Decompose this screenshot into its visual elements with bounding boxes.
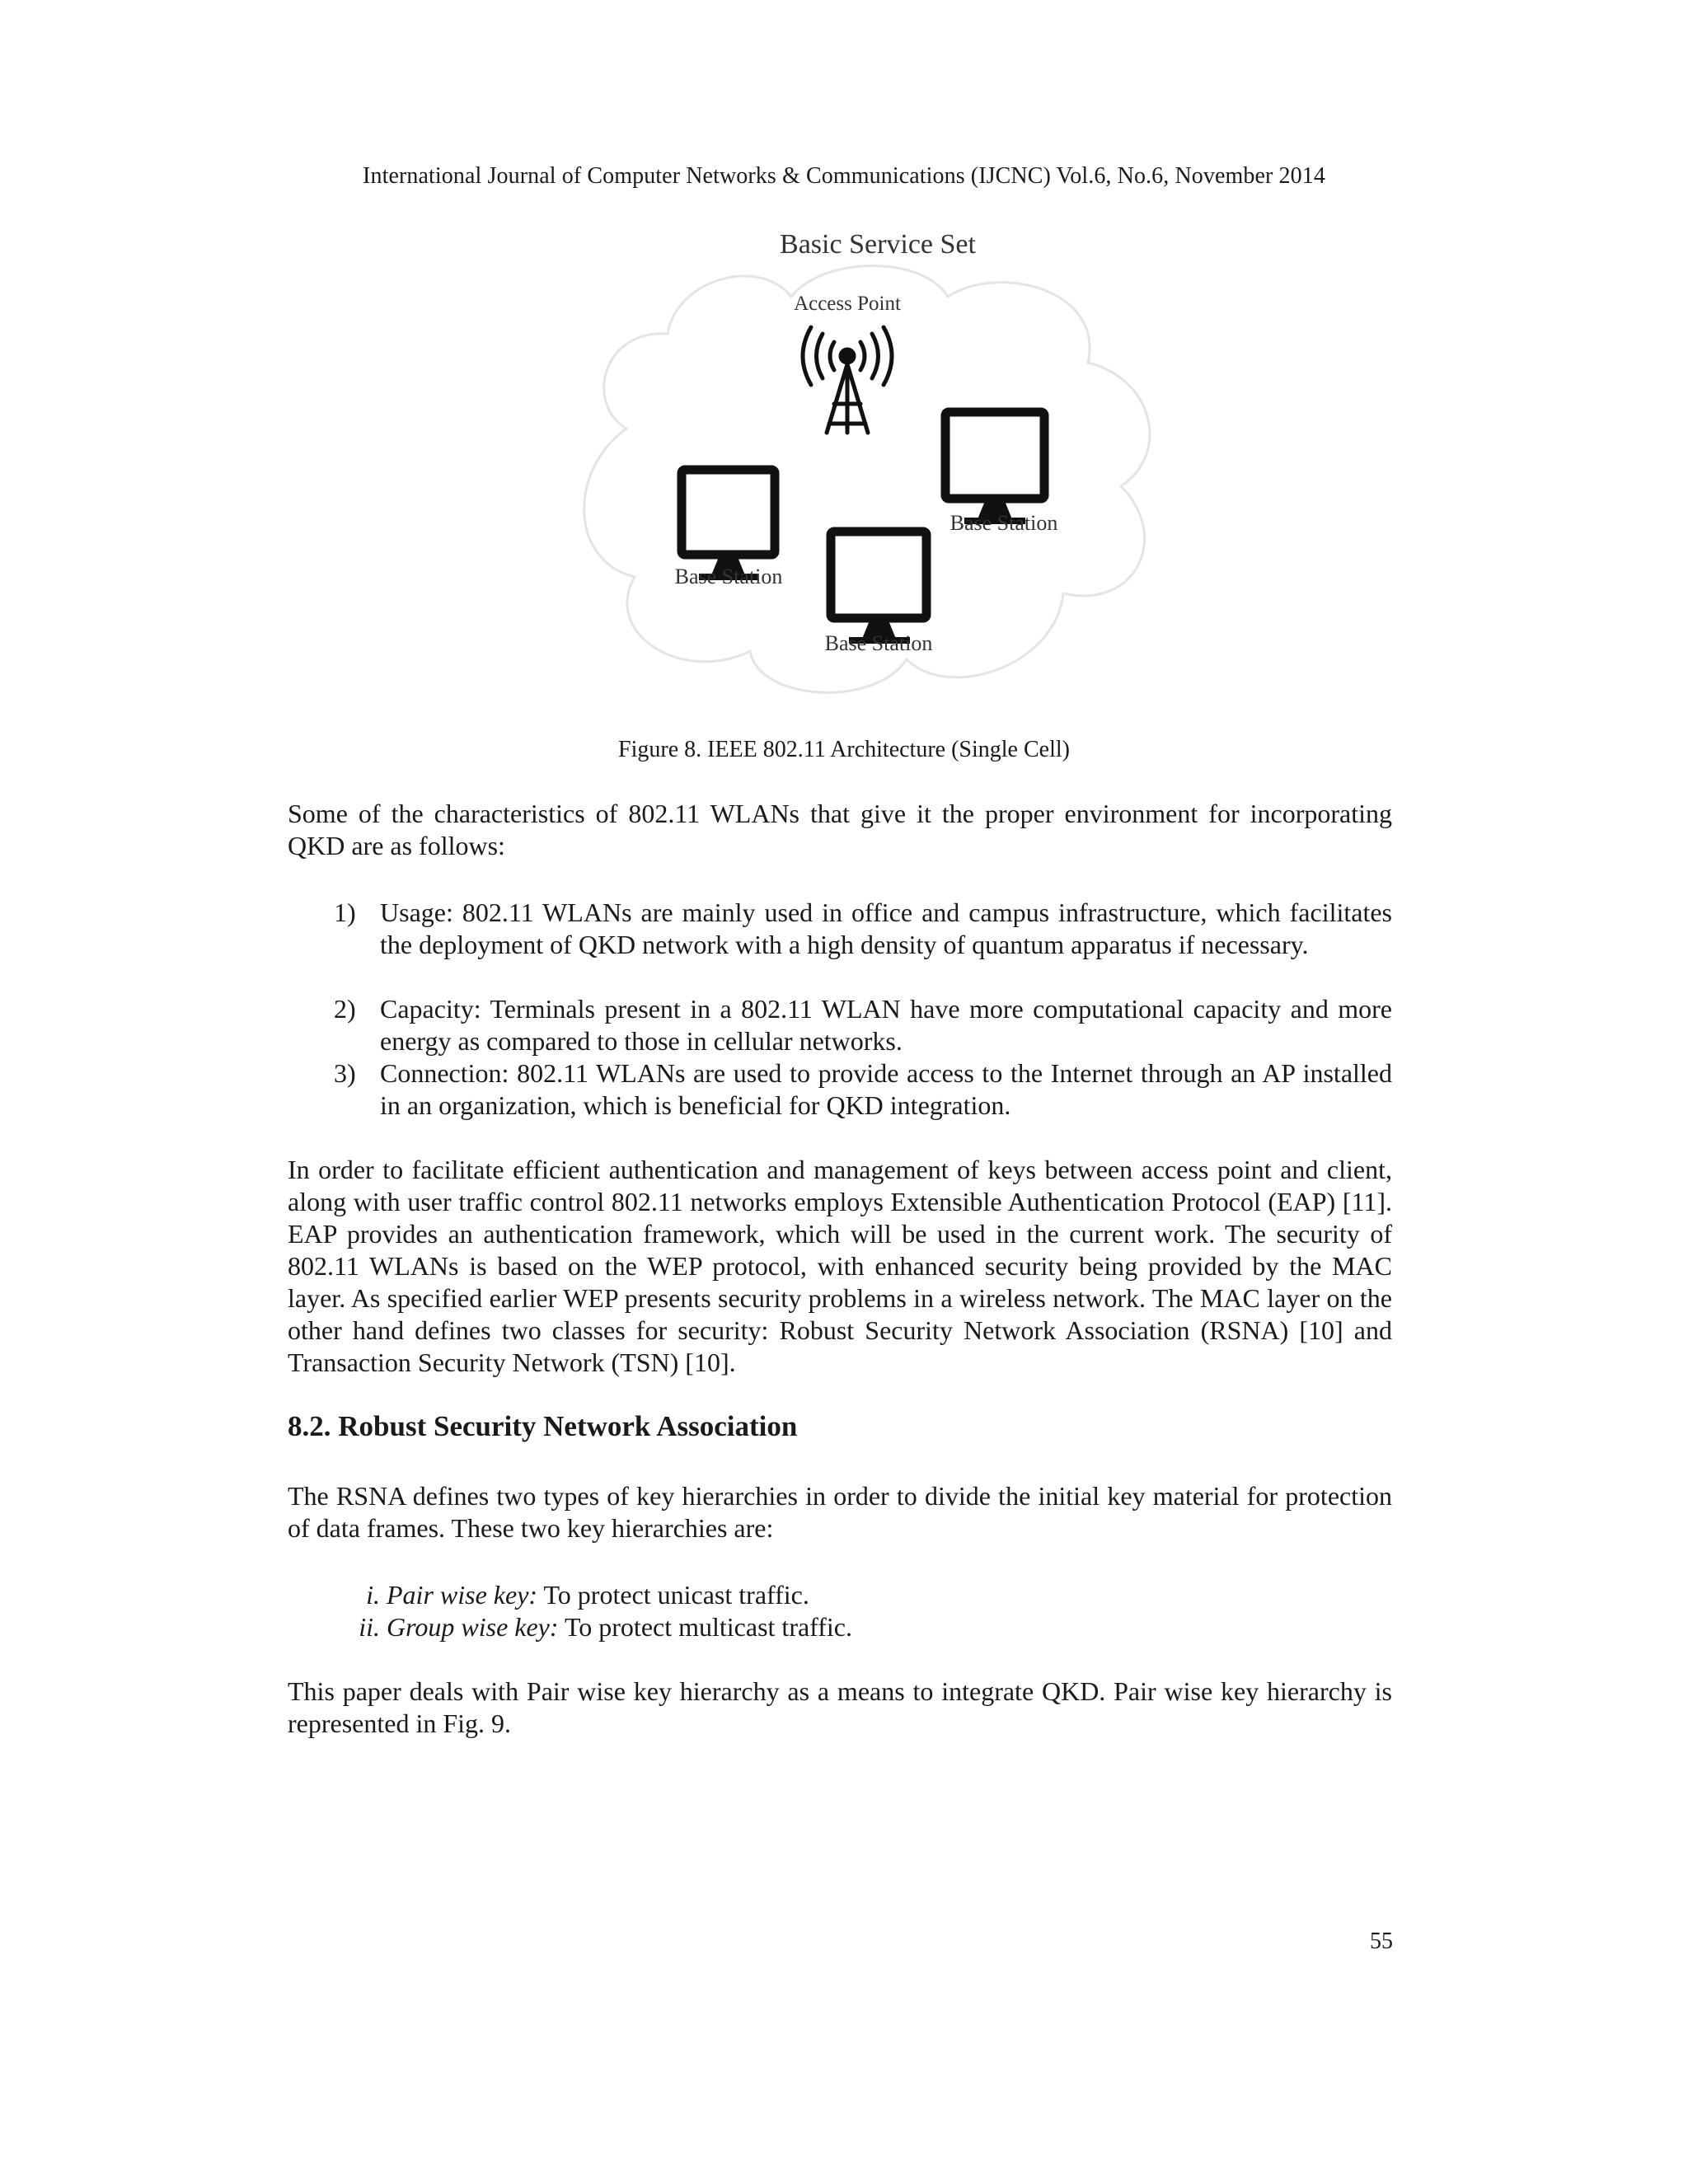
paragraph-eap: In order to facilitate efficient authentication and management of keys between access point and client, along with user traffic control 802.11 networks employs Extensible Authentication Protocol (EAP) [11]. EAP provides an authentication framework, which will be used in the current work. The security of 802.11 WLANs is based on the WEP protocol, with enhanced security being provided by the MAC layer. As specified earlier WEP presents security problems in a wireless network. The MAC layer on the other hand defines two classes for security: Robust Security Network Association (RSNA) [10] and Transaction Security Network (TSN) [10]. [288, 1155, 1392, 1377]
paragraph-intro: Some of the characteristics of 802.11 WLANs that give it the proper environment for incorporating QKD are as follows: [288, 799, 1392, 860]
roman-item-term: Pair wise key: [387, 1580, 538, 1610]
numbered-list-item [334, 897, 1392, 961]
list-item-number: 3) [334, 1058, 356, 1088]
page-number: 55 [1370, 1929, 1393, 1954]
roman-item-text: To protect unicast traffic. [537, 1580, 809, 1610]
list-item-number: 1) [334, 898, 356, 927]
figure-title: Basic Service Set [780, 229, 976, 260]
list-item-number: 2) [334, 994, 356, 1024]
station-label-right: Base Station [950, 511, 1058, 535]
paragraph-rsna: The RSNA defines two types of key hierarchies in order to divide the initial key material for protection of data frames. These two key hierarchies are: [288, 1481, 1392, 1543]
roman-list-item [334, 1579, 809, 1611]
station-label-left: Base Station [674, 565, 783, 588]
figure-bss-diagram [577, 223, 1170, 717]
numbered-list-item [334, 1057, 1392, 1122]
paragraph-final: This paper deals with Pair wise key hierarchy as a means to integrate QKD. Pair wise key hierarchy is represented in Fig. 9. [288, 1676, 1392, 1738]
list-item-text: Usage: 802.11 WLANs are mainly used in office and campus infrastructure, which facilitates the deployment of QKD network with a high density of quantum apparatus if necessary. [380, 898, 1392, 959]
bss-diagram-svg [577, 223, 1170, 717]
list-item-text: Capacity: Terminals present in a 802.11 WLAN have more computational capacity and more energy as compared to those in cellular networks. [380, 994, 1392, 1056]
list-item-text: Connection: 802.11 WLANs are used to provide access to the Internet through an AP installed in an organization, which is beneficial for QKD integration. [380, 1058, 1392, 1120]
access-point-label: Access Point [794, 293, 901, 315]
running-header: International Journal of Computer Networks & Communications (IJCNC) Vol.6, No.6, November 2014 [363, 163, 1325, 189]
section-heading: 8.2. Robust Security Network Association [288, 1410, 798, 1442]
roman-numeral: i. [366, 1580, 380, 1610]
roman-item-text: To protect multicast traffic. [558, 1612, 852, 1642]
station-label-bottom: Base Station [824, 631, 933, 655]
roman-item-term: Group wise key: [387, 1612, 559, 1642]
roman-list-item [334, 1611, 852, 1643]
roman-numeral: ii. [359, 1612, 380, 1642]
numbered-list-item [334, 993, 1392, 1057]
figure-caption: Figure 8. IEEE 802.11 Architecture (Single Cell) [618, 737, 1070, 762]
